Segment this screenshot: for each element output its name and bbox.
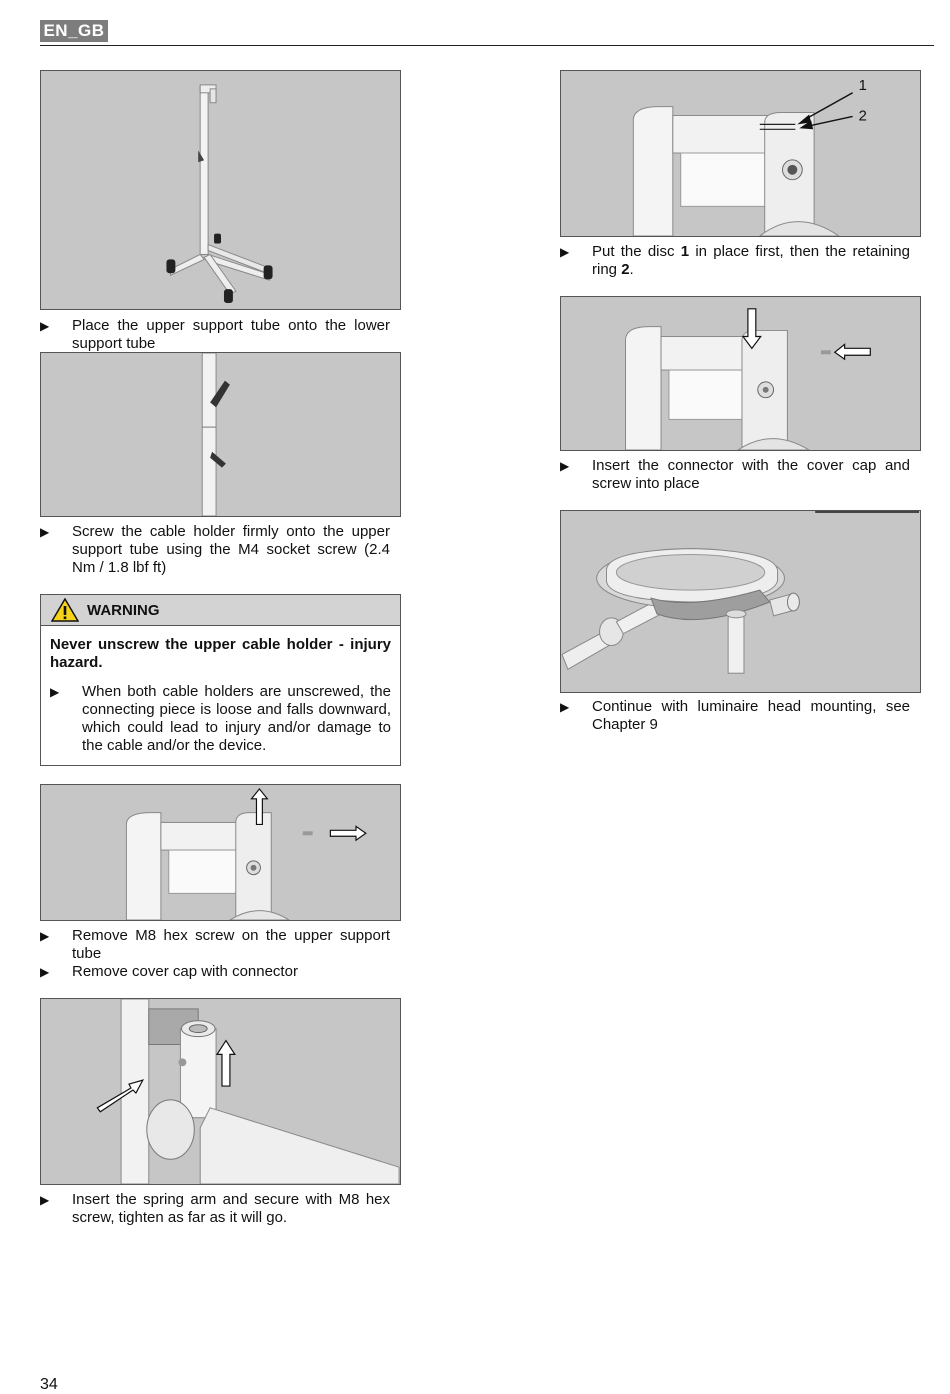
bullet-triangle-icon: ▶ — [50, 685, 60, 699]
figure-cable-holder — [40, 352, 401, 517]
warning-lead: Never unscrew the upper cable holder - injury hazard. — [50, 636, 391, 671]
bullet-triangle-icon: ▶ — [40, 1193, 50, 1207]
figure-stand — [40, 70, 401, 310]
bullet-triangle-icon: ▶ — [40, 525, 50, 539]
callout-label-1: 1 — [858, 77, 867, 94]
bullet-triangle-icon: ▶ — [560, 245, 570, 259]
language-tag: EN_GB — [40, 20, 108, 42]
bullet-triangle-icon: ▶ — [40, 929, 50, 943]
warning-list: ▶ When both cable holders are unscrewed, the connecting piece is loose and falls downward, which could lead to injury and/or damage to the cable and/or the device. — [50, 683, 391, 754]
warning-header — [41, 595, 400, 626]
bullet-triangle-icon: ▶ — [560, 700, 570, 714]
step-insert-connector: ▶ Insert the connector with the cover cap and screw into place — [560, 457, 910, 492]
figure-remove-screw — [40, 784, 401, 921]
bullet-triangle-icon: ▶ — [560, 459, 570, 473]
warning-triangle-icon — [51, 598, 79, 622]
bullet-triangle-icon: ▶ — [40, 965, 50, 979]
page-number: 34 — [40, 1376, 58, 1393]
figure-insert-connector — [560, 296, 921, 451]
warning-box — [40, 594, 401, 766]
figure-disc-ring — [560, 70, 921, 237]
header-rule — [40, 45, 934, 46]
step-remove-screw: ▶ Remove M8 hex screw on the upper support tube ▶ Remove cover cap with connector — [40, 927, 390, 980]
step-continue-mounting: ▶ Continue with luminaire head mounting, see Chapter 9 — [560, 698, 910, 733]
callout-label-2: 2 — [858, 108, 867, 125]
step-insert-spring-arm: ▶ Insert the spring arm and secure with M8 hex screw, tighten as far as it will go. — [40, 1191, 390, 1226]
bullet-triangle-icon: ▶ — [40, 319, 50, 333]
step-place-upper-tube: ▶ Place the upper support tube onto the lower support tube — [40, 317, 390, 352]
step-screw-cable-holder: ▶ Screw the cable holder firmly onto the upper support tube using the M4 socket screw (2.4 Nm / 1.8 lbf ft) — [40, 523, 390, 576]
step-disc-ring: ▶ Put the disc 1 in place first, then the retaining ring 2. — [560, 243, 910, 278]
warning-title: WARNING — [87, 601, 160, 619]
figure-luminaire-head — [560, 510, 921, 693]
figure-spring-arm — [40, 998, 401, 1185]
